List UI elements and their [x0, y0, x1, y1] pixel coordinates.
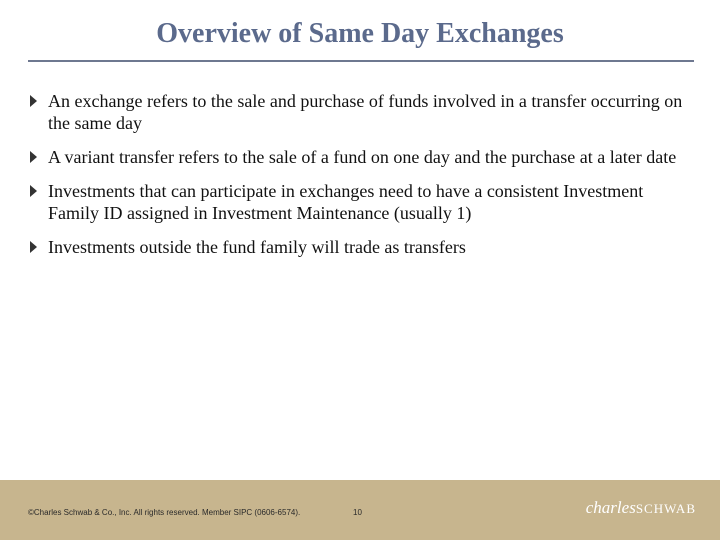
triangle-bullet-icon: [30, 151, 37, 163]
title-divider: [28, 60, 694, 62]
triangle-bullet-icon: [30, 95, 37, 107]
triangle-bullet-icon: [30, 185, 37, 197]
bullet-item: [28, 180, 688, 224]
logo-charles-text: charles: [585, 498, 636, 517]
triangle-bullet-icon: [30, 241, 37, 253]
footer-band: [0, 480, 720, 540]
bullet-item: [28, 236, 688, 258]
bullet-list: [28, 90, 688, 270]
page-number: 10: [353, 508, 362, 517]
bullet-text: A variant transfer refers to the sale of a fund on one day and the purchase at a later date: [48, 147, 677, 167]
charles-schwab-logo: [586, 498, 696, 518]
logo-schwab-text: SCHWAB: [635, 501, 696, 516]
slide-title: Overview of Same Day Exchanges: [156, 18, 564, 49]
bullet-text: Investments outside the fund family will trade as transfers: [48, 237, 466, 257]
bullet-item: [28, 90, 688, 134]
bullet-item: [28, 146, 688, 168]
bullet-text: An exchange refers to the sale and purchase of funds involved in a transfer occurring on the same day: [48, 91, 683, 133]
bullet-text: Investments that can participate in exchanges need to have a consistent Investment Family ID assigned in Investment Maintenance (usually 1): [48, 181, 644, 223]
copyright-notice: ©Charles Schwab & Co., Inc. All rights reserved. Member SIPC (0606-6574).: [28, 508, 301, 517]
